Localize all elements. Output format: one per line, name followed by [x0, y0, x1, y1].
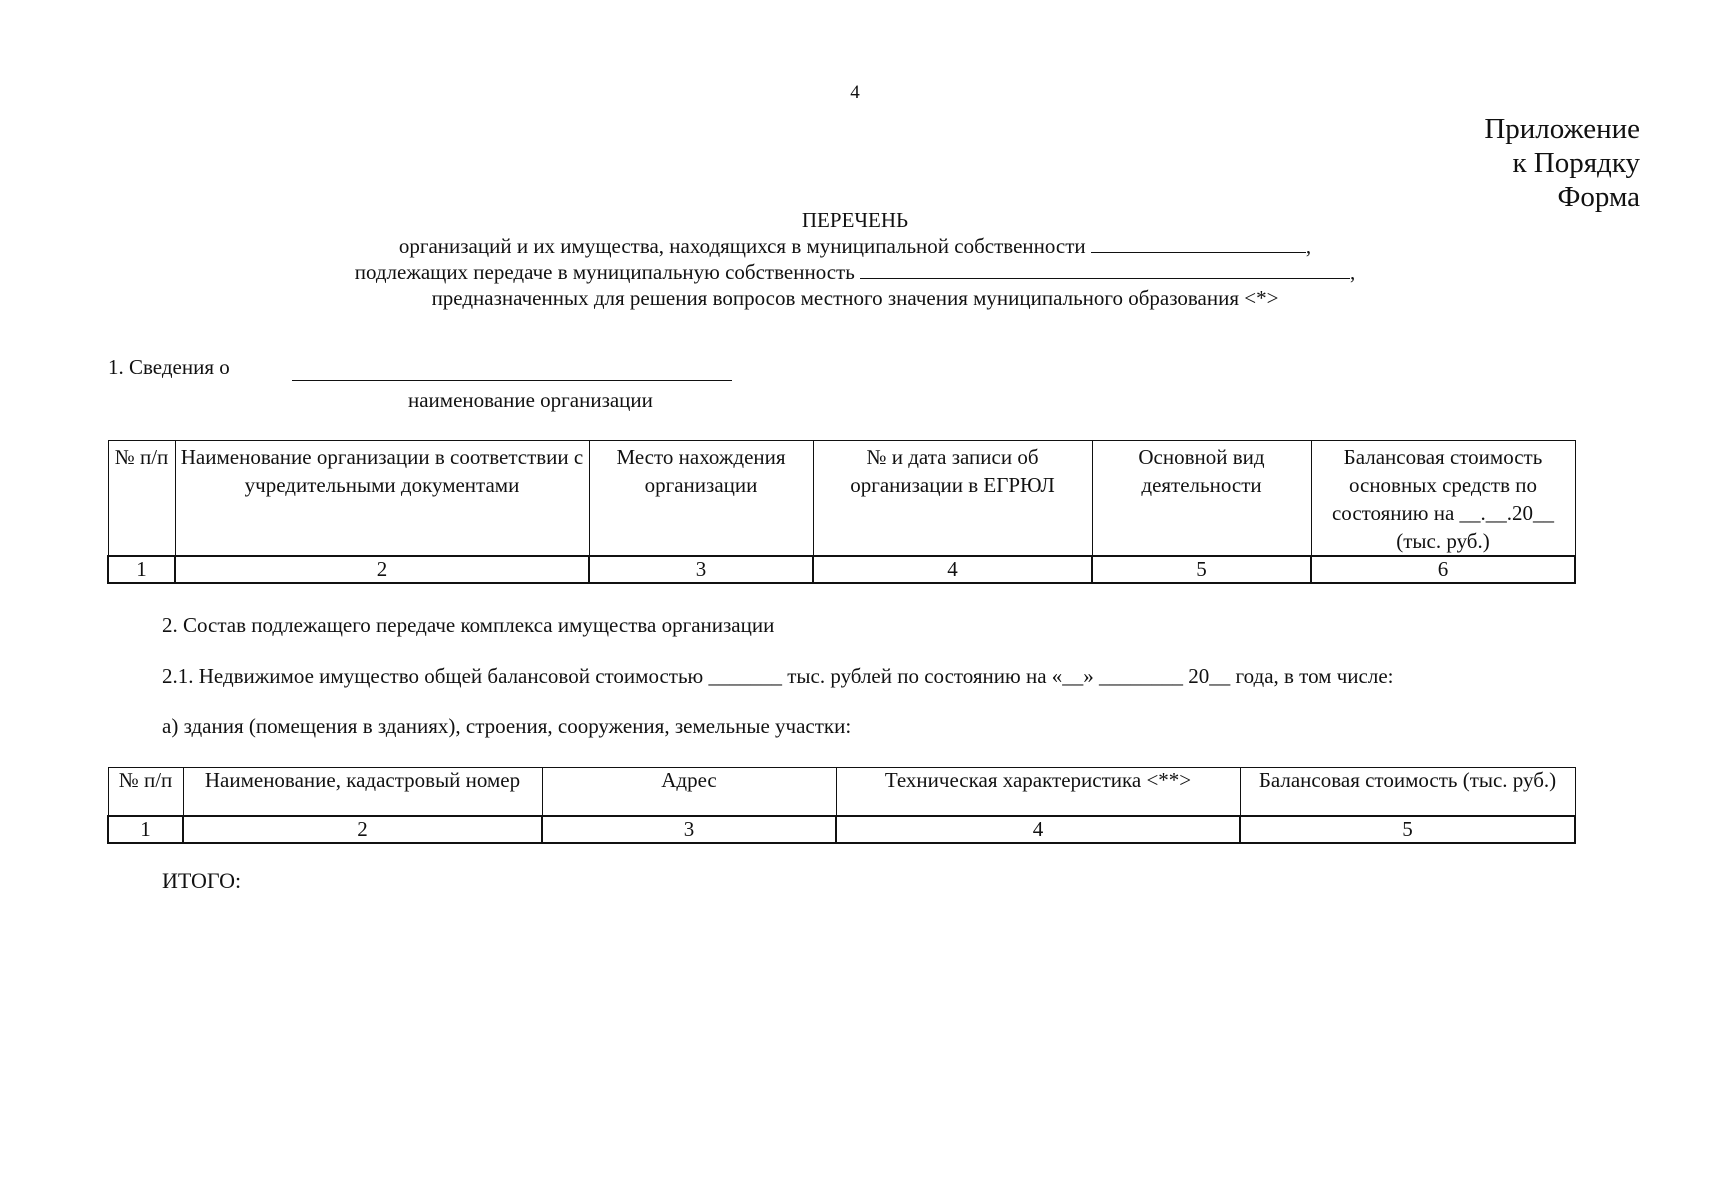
- heading-line-1: [0, 233, 1710, 259]
- table-header-cell: Балансовая стоимость (тыс. руб.): [1240, 768, 1575, 817]
- table-cell: 5: [1240, 816, 1575, 843]
- heading-comma: ,: [1350, 260, 1356, 284]
- table-cell: 2: [183, 816, 542, 843]
- table-row: [108, 556, 1575, 583]
- organization-name-blank: [292, 380, 732, 381]
- table-header-cell: Адрес: [542, 768, 836, 817]
- table-header-row: [108, 768, 1575, 817]
- table-cell: 3: [589, 556, 813, 583]
- section-2-title: 2. Состав подлежащего передаче комплекса имущества организации: [162, 613, 775, 637]
- real-estate-table: [107, 767, 1576, 844]
- section-2-1-text: 2.1. Недвижимое имущество общей балансовой стоимостью _______ тыс. рублей по состоянию на «__» ________ 20__ года, в том числе:: [162, 664, 1394, 688]
- table-header-cell: Основной вид деятельности: [1092, 441, 1311, 557]
- table-cell: 6: [1311, 556, 1575, 583]
- appendix-form-label: Форма: [1557, 181, 1640, 213]
- heading-line-3: предназначенных для решения вопросов местного значения муниципального образования <*>: [431, 286, 1279, 310]
- organization-name-caption: наименование организации: [408, 388, 653, 412]
- table-header-cell: Техническая характеристика <**>: [836, 768, 1240, 817]
- table-header-cell: № п/п: [108, 768, 183, 817]
- section-1-label: 1. Сведения о: [108, 355, 230, 379]
- total-label: ИТОГО:: [162, 868, 242, 893]
- table-header-cell: Балансовая стоимость основных средств по состоянию на __.__.20__ (тыс. руб.): [1311, 441, 1575, 557]
- table-header-cell: Наименование, кадастровый номер: [183, 768, 542, 817]
- table-header-cell: Наименование организации в соответствии с учредительными документами: [175, 441, 589, 557]
- table-header-cell: № п/п: [108, 441, 175, 557]
- table-header-cell: № и дата записи об организации в ЕГРЮЛ: [813, 441, 1092, 557]
- municipality-blank: [1091, 235, 1306, 253]
- table-cell: 5: [1092, 556, 1311, 583]
- organization-info-table: [107, 440, 1576, 584]
- recipient-municipality-blank: [860, 261, 1350, 279]
- table-cell: 2: [175, 556, 589, 583]
- document-title: ПЕРЕЧЕНЬ: [801, 208, 909, 232]
- table-header-row: [108, 441, 1575, 557]
- table-cell: 4: [836, 816, 1240, 843]
- heading-comma: ,: [1305, 234, 1312, 258]
- appendix-line: к Порядку: [1512, 147, 1640, 179]
- page-number: 4: [850, 82, 860, 103]
- heading-line-2: [0, 259, 1710, 285]
- appendix-line: Приложение: [1484, 113, 1640, 145]
- table-cell: 4: [813, 556, 1092, 583]
- table-row: [108, 816, 1575, 843]
- heading-line-1-text: организаций и их имущества, находящихся в муниципальной собственности: [398, 234, 1086, 258]
- table-header-cell: Место нахождения организации: [589, 441, 813, 557]
- heading-line-2-text: подлежащих передаче в муниципальную собственность: [354, 260, 855, 284]
- appendix-block: [1484, 112, 1640, 214]
- section-2-1-a-text: а) здания (помещения в зданиях), строения, сооружения, земельные участки:: [162, 714, 852, 738]
- table-cell: 1: [108, 816, 183, 843]
- table-cell: 3: [542, 816, 836, 843]
- table-cell: 1: [108, 556, 175, 583]
- document-heading: [0, 207, 1710, 311]
